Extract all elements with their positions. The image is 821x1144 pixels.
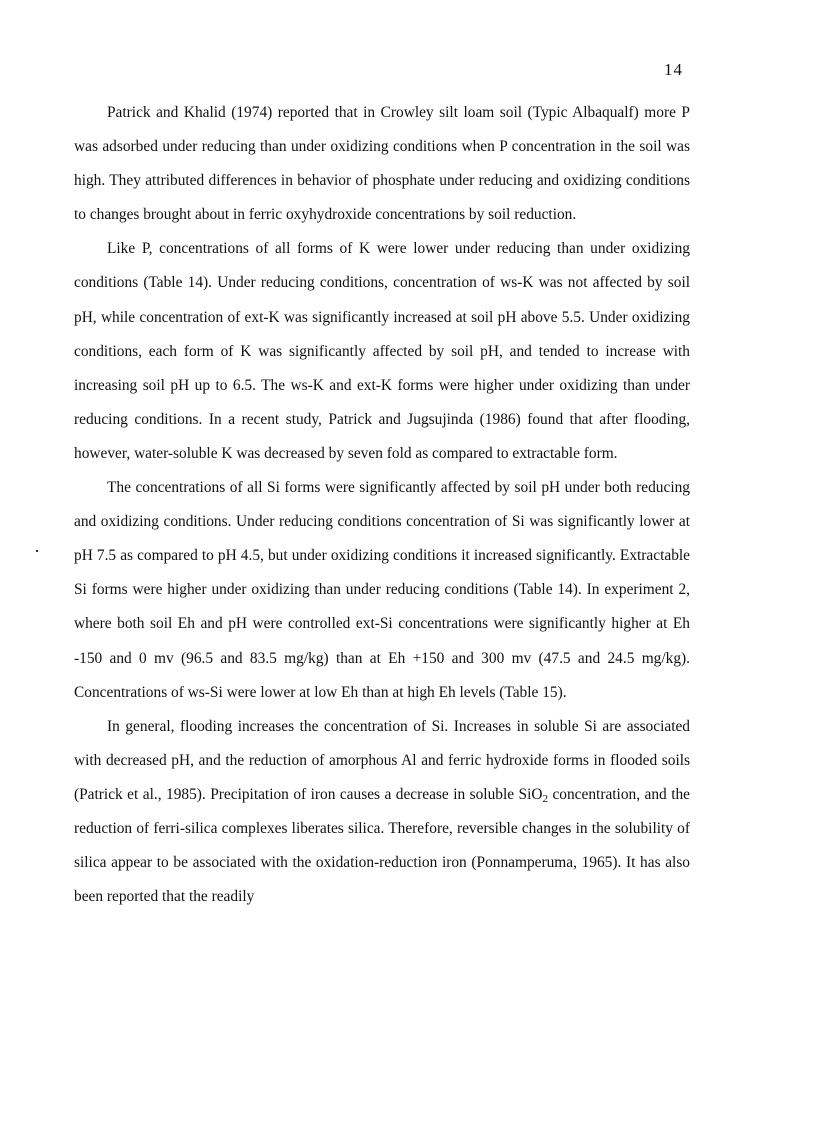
page-number: 14 (664, 60, 683, 79)
paragraph-4-text-end: concentration, and the reduction of ferri-silica complexes liberates silica. Therefore, reversible changes in the solubility of silica appear to be associated with the oxidation-reduction iron (Ponnamperuma, 1965). It has also been reported that the readily (74, 785, 691, 906)
paragraph-3: The concentrations of all Si forms were significantly affected by soil pH under both reducing and oxidizing conditions. Under reducing conditions concentration of Si was significantly lower at pH 7.5 as compared to pH 4.5, but under oxidizing conditions it increased significantly. Extractable Si forms were higher under oxidizing than under reducing conditions (Table 14). In experiment 2, where both soil Eh and pH were controlled ext-Si concentrations were significantly higher at Eh -150 and 0 mv (96.5 and 83.5 mg/kg) than at Eh +150 and 300 mv (47.5 and 24.5 mg/kg). Concentrations of ws-Si were lower at low Eh than at high Eh levels (Table 15). (74, 479, 690, 701)
subscript-2: 2 (542, 792, 548, 805)
paragraph-4-text-start: In general, flooding increases the concentration of Si. Increases in soluble Si are associated with decreased pH, and the reduction of amorphous Al and ferric hydroxide forms in flooded soils (Patrick et al., 1985). Precipitation of iron causes a decrease in soluble SiO (74, 717, 690, 803)
scan-speck (36, 550, 38, 552)
body-text (74, 96, 690, 914)
paragraph-4 (74, 710, 690, 915)
paragraph-1: Patrick and Khalid (1974) reported that in Crowley silt loam soil (Typic Albaqualf) more P was adsorbed under reducing than under oxidizing conditions when P concentration in the soil was high. They attributed differences in behavior of phosphate under reducing and oxidizing conditions to changes brought about in ferric oxyhydroxide concentrations by soil reduction. (74, 104, 690, 224)
paragraph-2: Like P, concentrations of all forms of K were lower under reducing than under oxidizing conditions (Table 14). Under reducing conditions, concentration of ws-K was not affected by soil pH, while concentration of ext-K was significantly increased at soil pH above 5.5. Under oxidizing conditions, each form of K was significantly affected by soil pH, and tended to increase with increasing soil pH up to 6.5. The ws-K and ext-K forms were higher under oxidizing than under reducing conditions. In a recent study, Patrick and Jugsujinda (1986) found that after flooding, however, water-soluble K was decreased by seven fold as compared to extractable form. (74, 240, 690, 462)
